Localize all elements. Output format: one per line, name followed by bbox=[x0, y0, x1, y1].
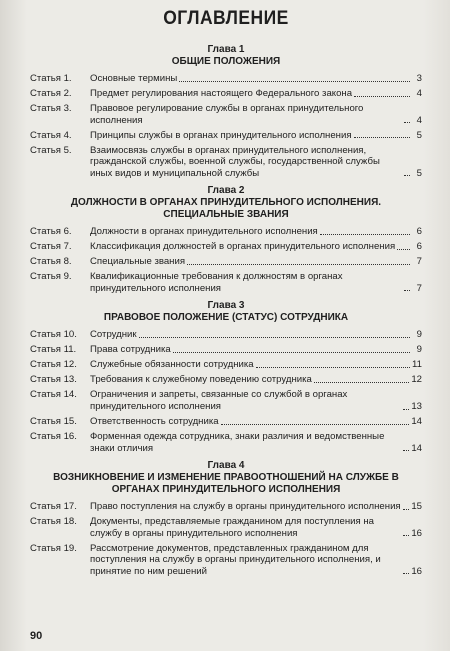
toc-entry bbox=[30, 271, 422, 294]
dot-leader bbox=[173, 352, 410, 353]
toc-entry bbox=[30, 226, 422, 238]
dot-leader bbox=[221, 424, 410, 425]
chapter-1 bbox=[30, 44, 422, 179]
article-title: Правовое регулирование службы в органах принудительного исполнения bbox=[90, 102, 364, 126]
article-number: Статья 6. bbox=[30, 226, 72, 238]
page-number: 90 bbox=[30, 630, 43, 642]
article-title: Ответственность сотрудника bbox=[90, 415, 219, 427]
page-ref: 13 bbox=[411, 400, 422, 412]
article-title: Принципы службы в органах принудительного исполнения bbox=[90, 129, 352, 141]
chapter-name: ОБЩИЕ ПОЛОЖЕНИЯ bbox=[171, 56, 281, 67]
page-ref: 4 bbox=[416, 114, 422, 126]
chapter-name: ВОЗНИКНОВЕНИЕ И ИЗМЕНЕНИЕ ПРАВООТНОШЕНИЙ НА СЛУЖБЕ В ОРГАНАХ ПРИНУДИТЕЛЬНОГО ИСПОЛНЕНИЯ bbox=[53, 472, 399, 496]
toc-entry bbox=[30, 516, 422, 539]
article-title: Служебные обязанности сотрудника bbox=[90, 359, 254, 371]
article-number: Статья 4. bbox=[30, 129, 72, 141]
page-ref: 7 bbox=[416, 256, 422, 268]
article-number: Статья 3. bbox=[30, 102, 72, 114]
article-title: Взаимосвязь службы в органах принудительного исполнения, гражданской службы, военной службы, государственной службы иных видов и муниципальной службы bbox=[90, 144, 380, 179]
chapter-heading bbox=[30, 44, 422, 68]
dot-leader bbox=[354, 96, 410, 97]
chapter-heading bbox=[30, 460, 422, 496]
dot-leader bbox=[404, 290, 410, 291]
article-number: Статья 2. bbox=[30, 87, 72, 99]
article-number: Статья 14. bbox=[30, 389, 77, 401]
page-ref: 5 bbox=[416, 129, 422, 141]
page-ref: 16 bbox=[411, 527, 422, 539]
toc-entry bbox=[30, 130, 422, 142]
article-title: Права сотрудника bbox=[90, 344, 171, 356]
page-ref: 6 bbox=[416, 226, 422, 238]
toc-entry bbox=[30, 374, 422, 386]
chapter-name: ДОЛЖНОСТИ В ОРГАНАХ ПРИНУДИТЕЛЬНОГО ИСПОЛНЕНИЯ. СПЕЦИАЛЬНЫЕ ЗВАНИЯ bbox=[70, 197, 382, 221]
article-number: Статья 12. bbox=[30, 359, 77, 371]
toc-entry bbox=[30, 359, 422, 371]
toc-entry bbox=[30, 329, 422, 341]
chapter-name: ПРАВОВОЕ ПОЛОЖЕНИЕ (СТАТУС) СОТРУДНИКА bbox=[103, 312, 349, 324]
article-title: Форменная одежда сотрудника, знаки различия и ведомственные знаки отличия bbox=[90, 430, 385, 454]
toc-entry bbox=[30, 88, 422, 100]
article-title: Право поступления на службу в органы принудительного исполнения bbox=[90, 501, 401, 513]
chapter-heading bbox=[30, 185, 422, 221]
toc-entry bbox=[30, 389, 422, 412]
dot-leader bbox=[354, 137, 410, 138]
chapter-number: Глава 1 bbox=[207, 44, 245, 55]
article-title: Должности в органах принудительного исполнения bbox=[90, 226, 318, 238]
article-number: Статья 1. bbox=[30, 73, 72, 84]
chapter-4 bbox=[30, 460, 422, 577]
dot-leader bbox=[403, 409, 409, 410]
page-ref: 3 bbox=[416, 73, 422, 84]
toc-entry bbox=[30, 241, 422, 253]
article-number: Статья 16. bbox=[30, 430, 77, 442]
toc-entry bbox=[30, 501, 422, 513]
chapter-number: Глава 4 bbox=[207, 460, 245, 472]
page-ref: 5 bbox=[416, 167, 422, 179]
page-ref: 14 bbox=[411, 442, 422, 454]
dot-leader bbox=[397, 249, 410, 250]
dot-leader bbox=[314, 382, 409, 383]
dot-leader bbox=[403, 535, 409, 536]
article-title: Документы, представляемые гражданином для поступления на службу в органы принудительного исполнения bbox=[90, 516, 374, 539]
article-number: Статья 18. bbox=[30, 516, 77, 528]
article-number: Статья 8. bbox=[30, 256, 72, 268]
dot-leader bbox=[139, 337, 410, 338]
article-title: Ограничения и запреты, связанные со службой в органах принудительного исполнения bbox=[90, 389, 348, 412]
page-ref: 4 bbox=[416, 87, 422, 99]
dot-leader bbox=[403, 450, 409, 451]
toc-entry bbox=[30, 73, 422, 85]
toc-entry bbox=[30, 416, 422, 428]
article-number: Статья 15. bbox=[30, 415, 77, 427]
article-number: Статья 5. bbox=[30, 144, 72, 156]
chapter-3 bbox=[30, 300, 422, 454]
article-title: Специальные звания bbox=[90, 256, 186, 268]
toc-entry bbox=[30, 344, 422, 356]
article-number: Статья 17. bbox=[30, 501, 77, 513]
toc-title: ОГЛАВЛЕНИЕ bbox=[163, 8, 289, 29]
dot-leader bbox=[404, 122, 410, 123]
article-number: Статья 7. bbox=[30, 241, 72, 253]
article-number: Статья 19. bbox=[30, 542, 77, 554]
dot-leader bbox=[256, 367, 410, 368]
article-number: Статья 11. bbox=[30, 344, 77, 356]
dot-leader bbox=[404, 175, 410, 176]
toc-entry bbox=[30, 543, 422, 578]
toc-entry bbox=[30, 103, 422, 126]
article-title: Классификация должностей в органах принудительного исполнения bbox=[90, 241, 396, 253]
article-title: Предмет регулирования настоящего Федерального закона bbox=[90, 87, 353, 99]
article-title: Квалификационные требования к должностям в органах принудительного исполнения bbox=[90, 271, 343, 294]
dot-leader bbox=[320, 234, 410, 235]
article-title: Требования к служебному поведению сотрудника bbox=[90, 374, 312, 386]
dot-leader bbox=[179, 81, 410, 82]
toc-entry bbox=[30, 431, 422, 454]
page-ref: 7 bbox=[416, 282, 422, 294]
page-ref: 9 bbox=[416, 329, 422, 341]
page-ref: 15 bbox=[411, 501, 422, 513]
article-number: Статья 10. bbox=[30, 329, 77, 341]
chapter-2 bbox=[30, 185, 422, 294]
chapter-number: Глава 2 bbox=[207, 185, 245, 197]
toc-entry bbox=[30, 256, 422, 268]
toc-entry bbox=[30, 145, 422, 180]
article-number: Статья 9. bbox=[30, 271, 72, 283]
chapter-number: Глава 3 bbox=[207, 300, 245, 312]
page-ref: 14 bbox=[411, 415, 422, 427]
page-ref: 11 bbox=[412, 359, 422, 371]
chapter-heading bbox=[30, 300, 422, 324]
page-ref: 9 bbox=[416, 344, 422, 356]
article-title: Основные термины bbox=[90, 73, 178, 84]
dot-leader bbox=[403, 509, 410, 510]
dot-leader bbox=[187, 264, 410, 265]
article-number: Статья 13. bbox=[30, 374, 77, 386]
article-title: Сотрудник bbox=[90, 329, 137, 341]
article-title: Рассмотрение документов, представленных гражданином для поступления на службу в органы принудительного исполнения, и принятие по ним решений bbox=[90, 542, 381, 577]
page-ref: 16 bbox=[411, 565, 422, 577]
page-ref: 12 bbox=[411, 374, 422, 386]
page-ref: 6 bbox=[416, 241, 422, 253]
dot-leader bbox=[403, 573, 409, 574]
